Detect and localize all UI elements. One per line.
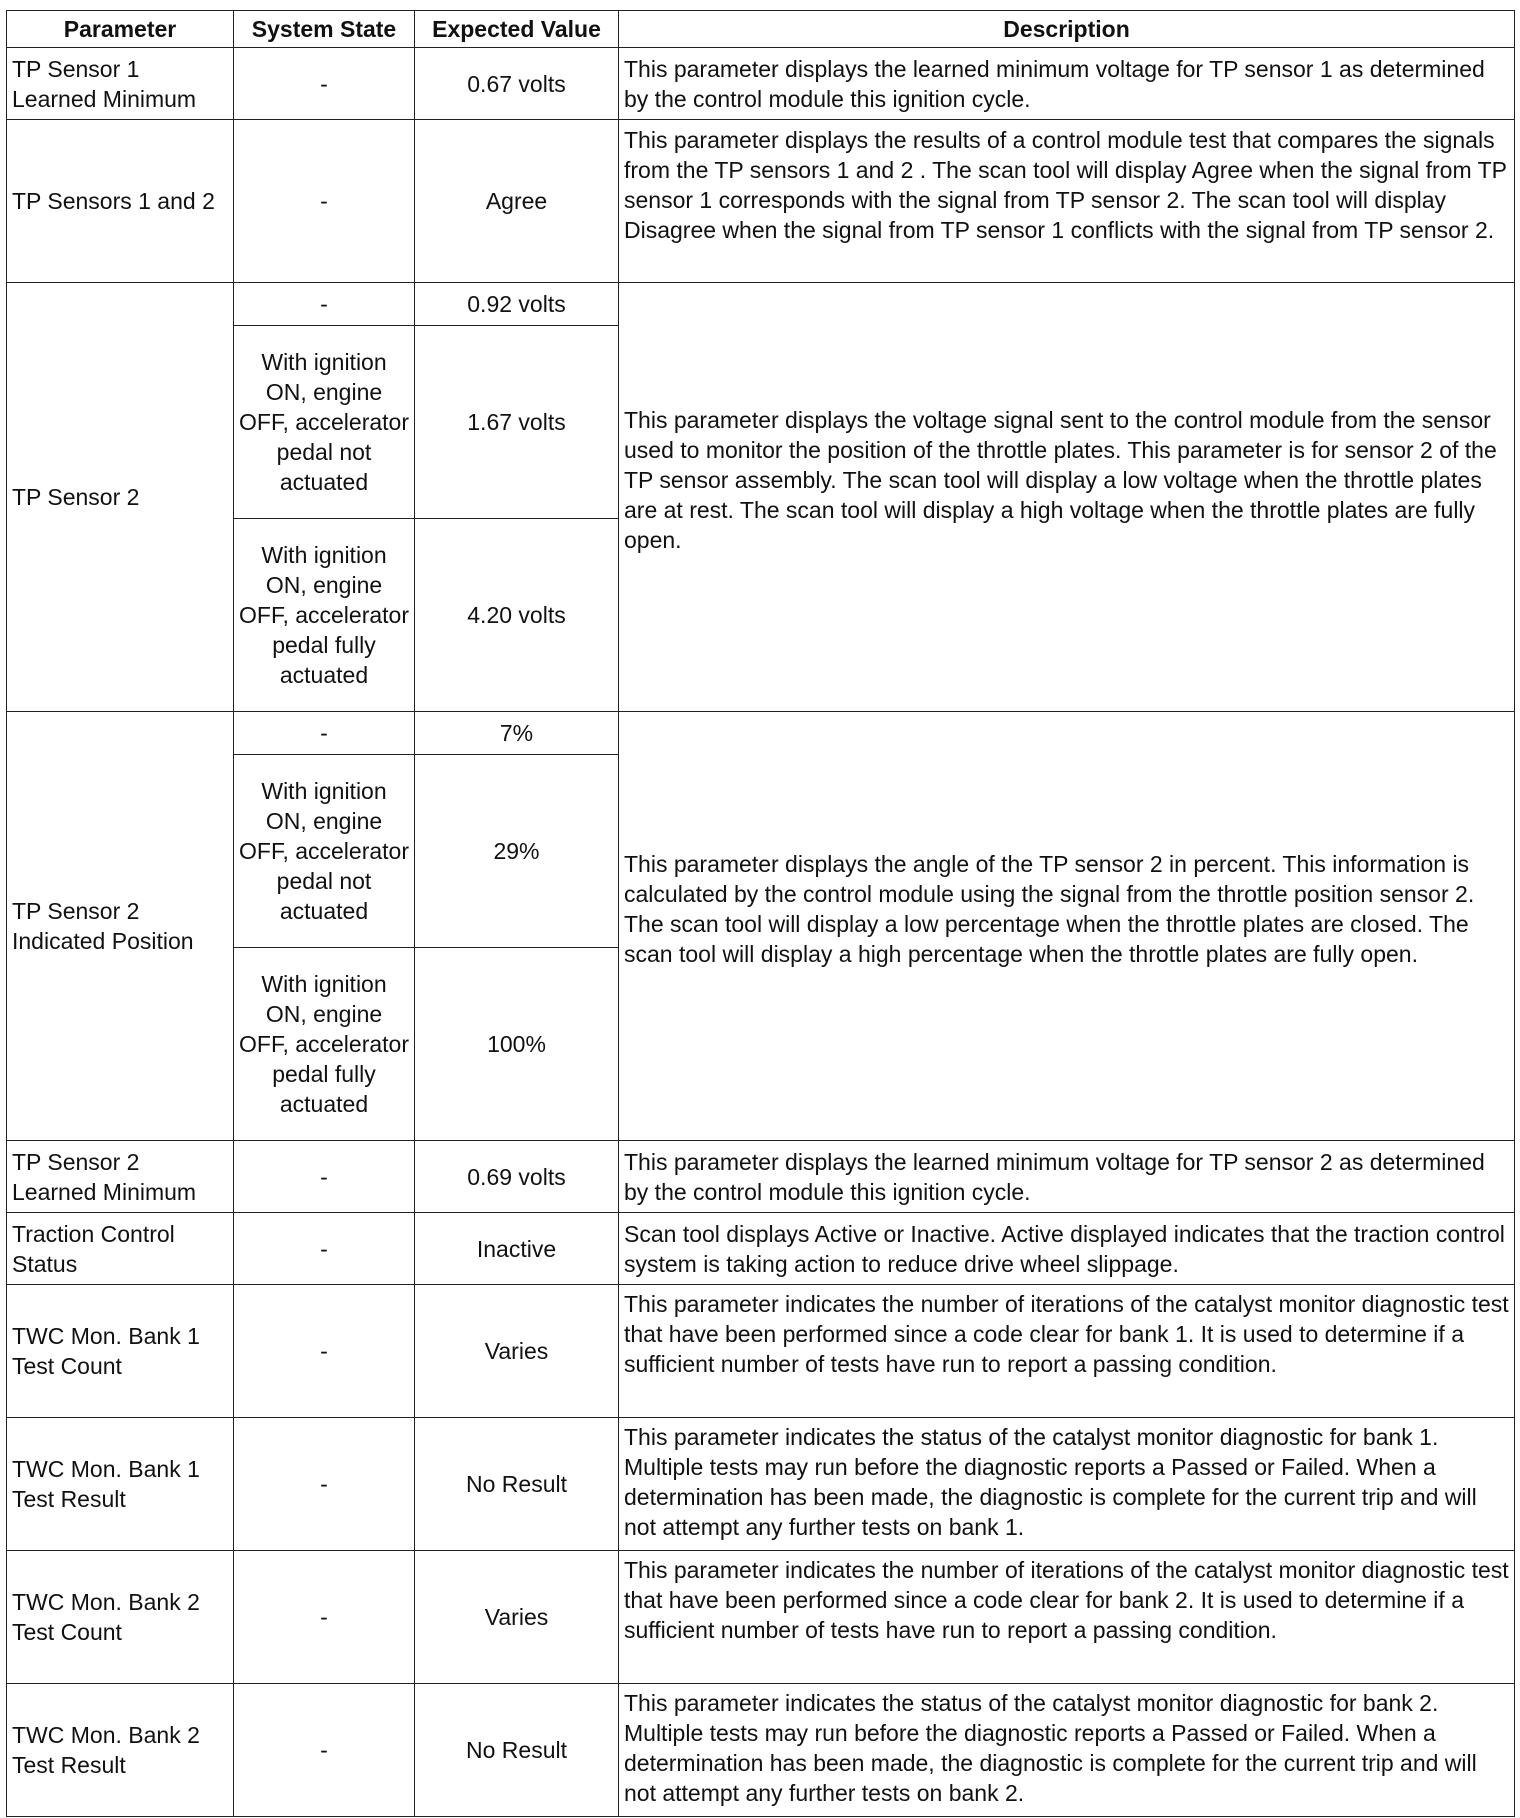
table-row xyxy=(7,1551,1515,1684)
row-parameter: TWC Mon. Bank 2 Test Count xyxy=(7,1551,234,1684)
header-description: Description xyxy=(619,11,1515,48)
row-expected-value: No Result xyxy=(415,1418,619,1551)
row-description: This parameter displays the voltage signal sent to the control module from the sensor used to monitor the position of the throttle plates. This parameter is for sensor 2 of the TP sensor assembly. The scan tool will display a low voltage when the throttle plates are at rest. The scan tool will display a high voltage when the throttle plates are fully open. xyxy=(619,283,1515,712)
table-row xyxy=(7,1285,1515,1418)
row-description: This parameter indicates the status of the catalyst monitor diagnostic for bank 1. Multiple tests may run before the diagnostic reports a Passed or Failed. When a determination has been made, the diagnostic is complete for the current trip and will not attempt any further tests on bank 1. xyxy=(619,1418,1515,1551)
row-system-state: - xyxy=(234,1418,415,1551)
row-description: This parameter displays the angle of the TP sensor 2 in percent. This information is calculated by the control module using the signal from the throttle position sensor 2. The scan tool will display a low percentage when the throttle plates are closed. The scan tool will display a high percentage when the throttle plates are fully open. xyxy=(619,712,1515,1141)
row-parameter: TP Sensors 1 and 2 xyxy=(7,120,234,283)
row-system-state: - xyxy=(234,1551,415,1684)
row-parameter: TWC Mon. Bank 1 Test Count xyxy=(7,1285,234,1418)
row-system-state: - xyxy=(234,1684,415,1817)
table-row xyxy=(7,48,1515,120)
row-system-state: - xyxy=(234,712,415,755)
table-header-row xyxy=(7,11,1515,48)
row-system-state: - xyxy=(234,1213,415,1285)
row-description: This parameter displays the learned minimum voltage for TP sensor 1 as determined by the control module this ignition cycle. xyxy=(619,48,1515,120)
row-expected-value: 29% xyxy=(415,755,619,948)
row-parameter: TWC Mon. Bank 2 Test Result xyxy=(7,1684,234,1817)
header-expected-value: Expected Value xyxy=(415,11,619,48)
row-system-state: - xyxy=(234,120,415,283)
header-parameter: Parameter xyxy=(7,11,234,48)
row-description: This parameter displays the results of a control module test that compares the signals from the TP sensors 1 and 2 . The scan tool will display Agree when the signal from TP sensor 1 corresponds with the signal from TP sensor 2. The scan tool will display Disagree when the signal from TP sensor 1 conflicts with the signal from TP sensor 2. xyxy=(619,120,1515,283)
table-row xyxy=(7,1141,1515,1213)
row-expected-value: 0.67 volts xyxy=(415,48,619,120)
row-parameter: TP Sensor 2 Learned Minimum xyxy=(7,1141,234,1213)
row-parameter: TP Sensor 2 xyxy=(7,283,234,712)
row-expected-value: Inactive xyxy=(415,1213,619,1285)
table-row xyxy=(7,712,1515,755)
row-expected-value: Varies xyxy=(415,1285,619,1418)
row-description: This parameter indicates the number of iterations of the catalyst monitor diagnostic test that have been performed since a code clear for bank 2. It is used to determine if a sufficient number of tests have run to report a passing condition. xyxy=(619,1551,1515,1684)
row-expected-value: Agree xyxy=(415,120,619,283)
row-expected-value: No Result xyxy=(415,1684,619,1817)
row-system-state: With ignition ON, engine OFF, accelerator pedal fully actuated xyxy=(234,948,415,1141)
table-row xyxy=(7,1418,1515,1551)
row-parameter: Traction Control Status xyxy=(7,1213,234,1285)
row-description: This parameter indicates the status of the catalyst monitor diagnostic for bank 2. Multiple tests may run before the diagnostic reports a Passed or Failed. When a determination has been made, the diagnostic is complete for the current trip and will not attempt any further tests on bank 2. xyxy=(619,1684,1515,1817)
row-expected-value: 1.67 volts xyxy=(415,326,619,519)
parameter-table-container xyxy=(6,10,1514,1817)
row-expected-value: 7% xyxy=(415,712,619,755)
row-expected-value: 4.20 volts xyxy=(415,519,619,712)
header-system-state: System State xyxy=(234,11,415,48)
row-parameter: TWC Mon. Bank 1 Test Result xyxy=(7,1418,234,1551)
row-description: This parameter displays the learned minimum voltage for TP sensor 2 as determined by the control module this ignition cycle. xyxy=(619,1141,1515,1213)
row-expected-value: 0.92 volts xyxy=(415,283,619,326)
row-system-state: With ignition ON, engine OFF, accelerator pedal not actuated xyxy=(234,755,415,948)
parameter-table xyxy=(6,10,1515,1817)
row-expected-value: 0.69 volts xyxy=(415,1141,619,1213)
row-system-state: - xyxy=(234,48,415,120)
table-row xyxy=(7,283,1515,326)
row-expected-value: Varies xyxy=(415,1551,619,1684)
table-row xyxy=(7,1684,1515,1817)
row-parameter: TP Sensor 1 Learned Minimum xyxy=(7,48,234,120)
row-description: Scan tool displays Active or Inactive. Active displayed indicates that the traction control system is taking action to reduce drive wheel slippage. xyxy=(619,1213,1515,1285)
row-description: This parameter indicates the number of iterations of the catalyst monitor diagnostic test that have been performed since a code clear for bank 1. It is used to determine if a sufficient number of tests have run to report a passing condition. xyxy=(619,1285,1515,1418)
row-parameter: TP Sensor 2 Indicated Position xyxy=(7,712,234,1141)
table-row xyxy=(7,1213,1515,1285)
row-system-state: With ignition ON, engine OFF, accelerator pedal not actuated xyxy=(234,326,415,519)
table-row xyxy=(7,120,1515,283)
row-system-state: - xyxy=(234,1285,415,1418)
row-system-state: With ignition ON, engine OFF, accelerator pedal fully actuated xyxy=(234,519,415,712)
row-system-state: - xyxy=(234,283,415,326)
row-system-state: - xyxy=(234,1141,415,1213)
row-expected-value: 100% xyxy=(415,948,619,1141)
